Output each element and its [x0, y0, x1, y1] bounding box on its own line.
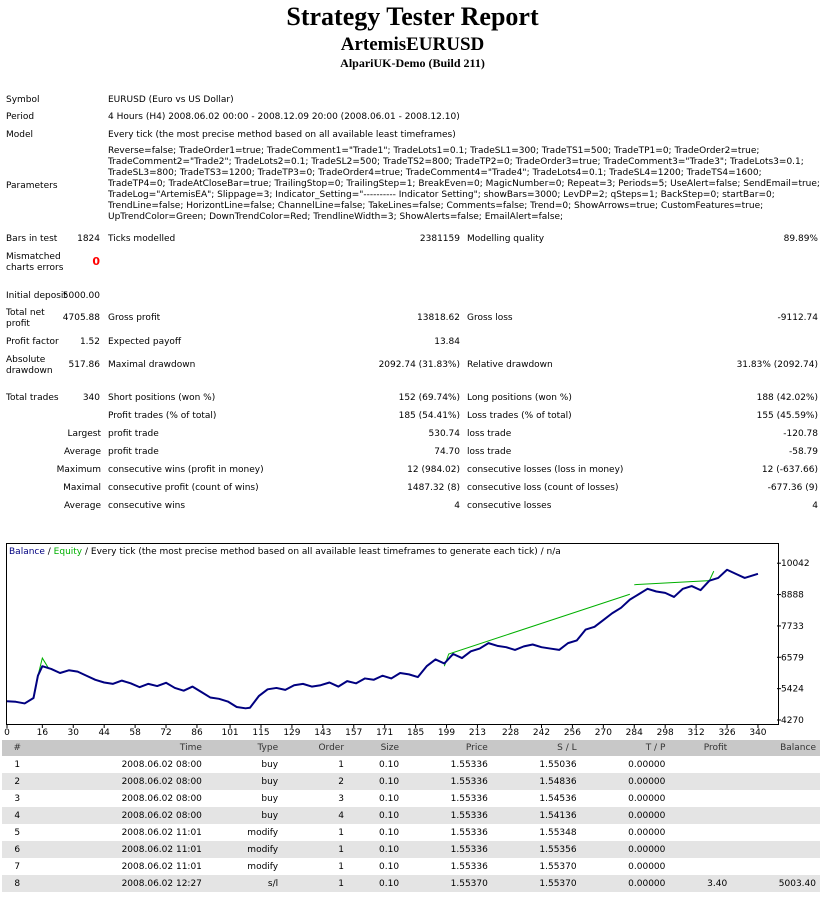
table-cell: buy [261, 793, 279, 804]
table-cell [731, 773, 820, 790]
short-value: 152 (69.74%) [398, 393, 460, 403]
mismatch-value: 0 [92, 255, 100, 268]
table-cell: 2008.06.02 11:01 [121, 827, 202, 838]
symbol-value: EURUSD (Euro vs US Dollar) [108, 95, 234, 105]
model-label: Model [6, 130, 34, 140]
table-cell: 1.54136 [492, 807, 581, 824]
table-cell: 1.55036 [539, 759, 577, 770]
avg-cw-value: 4 [454, 501, 460, 511]
net-label-2: profit [6, 319, 30, 329]
ticks-label: Ticks modelled [108, 234, 176, 244]
table-cell: 5003.40 [731, 875, 820, 892]
column-header: Time [33, 740, 206, 756]
x-tick-label: 115 [252, 728, 270, 738]
report-title: Strategy Tester Report [286, 2, 539, 31]
table-cell: 3 [14, 793, 21, 804]
table-cell: 2 [282, 773, 348, 790]
column-header: Type [206, 740, 282, 756]
average-label: Average [64, 447, 101, 457]
table-cell: 1.55348 [539, 827, 577, 838]
table-row [2, 824, 820, 841]
table-cell: 2 [2, 773, 33, 790]
x-tick-label: 312 [687, 728, 705, 738]
table-row [2, 773, 820, 790]
table-cell: 1.55336 [450, 861, 488, 872]
payoff-label: Expected payoff [108, 337, 182, 347]
table-cell: 0.00000 [628, 793, 666, 804]
period-value: 4 Hours (H4) 2008.06.02 00:00 - 2008.12.09 20:00 (2008.06.01 - 2008.12.10) [108, 112, 460, 122]
column-header: Profit [669, 740, 731, 756]
table-cell: 0.10 [348, 875, 403, 892]
quality-label: Modelling quality [467, 234, 545, 244]
table-row [2, 790, 820, 807]
column-header: T / P [581, 740, 670, 756]
table-cell: 0.10 [348, 841, 403, 858]
average2-label: Average [64, 501, 101, 511]
gross-profit-value: 13818.62 [417, 313, 460, 323]
x-tick-label: 213 [468, 728, 487, 738]
table-cell: 0.10 [379, 759, 400, 770]
table-cell: 2008.06.02 08:00 [33, 807, 206, 824]
x-tick-label: 143 [314, 728, 332, 738]
table-cell: 0.10 [379, 793, 400, 804]
y-tick-label: 7733 [781, 621, 804, 632]
table-cell: 0.00000 [628, 861, 666, 872]
table-cell: 0.00000 [581, 875, 670, 892]
x-tick-label: 298 [656, 728, 674, 738]
table-cell: 1.55370 [403, 875, 492, 892]
x-tick-label: 242 [532, 728, 551, 738]
table-row [2, 858, 820, 875]
symbol-label: Symbol [6, 95, 40, 105]
table-cell [731, 790, 820, 807]
rel-dd-value: 31.83% (2092.74) [736, 360, 818, 370]
net-value: 4705.88 [62, 313, 100, 323]
trades-label: Total trades [6, 393, 59, 403]
table-cell: 1 [338, 759, 345, 770]
table-cell: 1.55356 [492, 841, 581, 858]
table-cell: modify [247, 861, 279, 872]
parameters-label: Parameters [6, 181, 58, 191]
y-tick-label: 4270 [781, 716, 804, 726]
largest-pt-value: 530.74 [428, 429, 460, 439]
table-cell [669, 807, 731, 824]
period-label: Period [6, 112, 35, 122]
table-cell: 0.00000 [581, 807, 670, 824]
maximal-label: Maximal [63, 483, 101, 493]
table-cell: 0.00000 [628, 759, 666, 770]
table-cell [731, 807, 820, 824]
x-tick-label: 228 [501, 728, 520, 738]
y-tick-label: 6579 [781, 653, 804, 664]
table-cell: 1 [282, 841, 348, 858]
table-cell: 3.40 [669, 875, 731, 892]
table-cell: 6 [2, 841, 33, 858]
table-cell: 2008.06.02 08:00 [121, 793, 202, 804]
legend-balance: Balance [9, 547, 45, 557]
bars-label: Bars in test [6, 234, 58, 244]
table-cell: 1.55336 [450, 827, 488, 838]
gross-loss-label: Gross loss [467, 313, 513, 323]
table-cell [669, 824, 731, 841]
max-cw-value: 12 (984.02) [407, 465, 460, 475]
long-label: Long positions (won %) [467, 393, 572, 403]
x-tick-label: 326 [718, 728, 736, 738]
x-tick-label: 171 [376, 728, 394, 738]
abs-dd-label-1: Absolute [6, 355, 46, 365]
table-cell: buy [261, 759, 279, 770]
x-tick-label: 86 [191, 728, 203, 738]
x-tick-label: 30 [67, 728, 79, 738]
table-row [2, 841, 820, 858]
pf-label: Profit factor [6, 337, 59, 347]
x-tick-label: 0 [4, 728, 10, 738]
column-header: # [2, 740, 33, 756]
mismatch-label-2: charts errors [6, 263, 64, 273]
model-value: Every tick (the most precise method based on all available least timeframes) [108, 130, 456, 140]
deposit-value: 5000.00 [62, 291, 100, 301]
table-cell: 1.55336 [403, 841, 492, 858]
trades-value: 340 [82, 393, 100, 403]
max-cw-label: consecutive wins (profit in money) [108, 465, 264, 475]
table-row [2, 807, 820, 824]
table-cell: 0.10 [348, 807, 403, 824]
legend-equity: Equity [53, 547, 83, 557]
maximum-label: Maximum [56, 465, 101, 475]
ltrades-label: Loss trades (% of total) [467, 411, 572, 421]
x-tick-label: 101 [221, 728, 239, 738]
x-tick-label: 129 [283, 728, 301, 738]
table-cell: 1.54836 [492, 773, 581, 790]
max-dd-label: Maximal drawdown [108, 360, 196, 370]
average-pt-value: 74.70 [434, 447, 460, 457]
x-tick-label: 270 [594, 728, 612, 738]
long-value: 188 (42.02%) [756, 393, 818, 403]
table-cell: 3 [338, 793, 345, 804]
x-tick-label: 340 [749, 728, 767, 738]
table-header-row [2, 740, 820, 756]
average-pt-label: profit trade [108, 447, 159, 457]
table-cell: 2008.06.02 08:00 [33, 773, 206, 790]
largest-pt-label: profit trade [108, 429, 159, 439]
x-tick-label: 284 [625, 728, 643, 738]
chart-legend [9, 546, 561, 558]
table-cell: 1.55336 [403, 773, 492, 790]
table-cell: 7 [14, 861, 21, 872]
ltrades-value: 155 (45.59%) [756, 411, 818, 421]
avg-cw-label: consecutive wins [108, 501, 186, 511]
maximal-cl-value: -677.36 (9) [767, 483, 818, 493]
table-cell: 1.54536 [539, 793, 577, 804]
largest-lt-label: loss trade [467, 429, 512, 439]
table-cell: s/l [206, 875, 282, 892]
max-cl-value: 12 (-637.66) [761, 465, 818, 475]
bars-value: 1824 [77, 234, 100, 244]
table-cell: 2008.06.02 11:01 [33, 841, 206, 858]
table-cell: 4 [282, 807, 348, 824]
x-tick-label: 185 [407, 728, 425, 738]
table-cell: buy [206, 773, 282, 790]
net-label-1: Total net [6, 308, 45, 318]
abs-dd-label-2: drawdown [6, 366, 53, 376]
abs-dd-value: 517.86 [68, 360, 100, 370]
short-label: Short positions (won %) [108, 393, 216, 403]
column-header: Balance [731, 740, 820, 756]
x-tick-label: 256 [563, 728, 582, 738]
table-cell [669, 773, 731, 790]
table-cell: 1 [14, 759, 21, 770]
x-tick-label: 16 [36, 728, 49, 738]
x-tick-label: 72 [160, 728, 172, 738]
table-row [2, 875, 820, 892]
x-tick-label: 199 [437, 728, 456, 738]
avg-cl-value: 4 [812, 501, 818, 511]
table-cell [669, 841, 731, 858]
y-tick-label: 5424 [781, 684, 804, 695]
table-cell: modify [247, 827, 279, 838]
table-cell [731, 858, 820, 875]
maximal-cp-value: 1487.32 (8) [407, 483, 460, 493]
table-cell: buy [206, 807, 282, 824]
server-name: AlpariUK-Demo (Build 211) [340, 56, 485, 70]
column-header: S / L [492, 740, 581, 756]
pf-value: 1.52 [79, 337, 100, 347]
quality-value: 89.89% [783, 234, 818, 244]
table-cell [731, 824, 820, 841]
x-tick-label: 44 [98, 728, 110, 738]
average-lt-value: -58.79 [788, 447, 818, 457]
table-cell: 8 [2, 875, 33, 892]
y-tick-label: 10042 [781, 559, 810, 570]
max-dd-value: 2092.74 (31.83%) [378, 360, 460, 370]
trades-table [2, 740, 820, 892]
table-cell [669, 790, 731, 807]
maximal-cp-label: consecutive profit (count of wins) [108, 483, 259, 493]
rel-dd-label: Relative drawdown [467, 360, 553, 370]
table-cell: 0.00000 [581, 841, 670, 858]
table-cell: 0.10 [379, 861, 400, 872]
table-cell: 2008.06.02 12:27 [33, 875, 206, 892]
table-cell: 0.00000 [581, 773, 670, 790]
table-cell [669, 756, 731, 773]
table-cell: 0.10 [348, 773, 403, 790]
legend-rest: / Every tick (the most precise method based on all available least timeframes to generate each tick) / n/a [82, 547, 561, 557]
table-row [2, 756, 820, 773]
table-cell: 5 [14, 827, 21, 838]
table-cell: 4 [2, 807, 33, 824]
balance-chart-frame [6, 543, 779, 725]
ticks-value: 2381159 [419, 234, 460, 244]
largest-label: Largest [67, 429, 101, 439]
y-tick-label: 8888 [781, 590, 804, 601]
table-cell: 0.00000 [628, 827, 666, 838]
table-cell: 1.55370 [492, 875, 581, 892]
payoff-value: 13.84 [434, 337, 460, 347]
average-lt-label: loss trade [467, 447, 512, 457]
table-cell: 1.55336 [450, 793, 488, 804]
ptrades-label: Profit trades (% of total) [108, 411, 217, 421]
x-tick-label: 157 [345, 728, 363, 738]
mismatch-label-1: Mismatched [6, 252, 61, 262]
gross-profit-label: Gross profit [108, 313, 161, 323]
x-tick-label: 58 [129, 728, 141, 738]
gross-loss-value: -9112.74 [777, 313, 818, 323]
deposit-label: Initial deposit [6, 291, 67, 301]
parameters-value: Reverse=false; TradeOrder1=true; TradeComment1="Trade1"; TradeLots1=0.1; TradeSL1=300; TradeTS1=500; TradeTP1=0; TradeOrder2=true; TradeComment2="Trade2"; TradeLots2=0.1; TradeSL2=500; TradeTS2=800; TradeTP2=0; TradeOrder3=true; TradeComment3="Trade3"; TradeLots3=0.1; TradeSL3=800; TradeTS3=1200; TradeTP3=0; TradeOrder4=true; TradeComment4="Trade4"; TradeLots4=0.1; TradeSL4=1200; TradeTS4=1600; TradeTP4=0; TradeAtCloseBar=true; TrailingStop=0; TrailingStep=1; BreakEven=0; MagicNumber=0; Repeat=3; Periods=5; UseAlert=false; SendEmail=true; TradeLog="ArtemisEA"; Slippage=3; Indicator_Setting="---------- Indicator Setting"; showBars=3000; LevDP=2; qSteps=1; BackStep=0; startBar=0; TrendLine=false; HorizontLine=false; ChannelLine=false; TakeLines=false; Comments=false; Trend=0; ShowArrows=true; CustomFeatures=true; UpTrendColor=Green; DownTrendColor=Red; TrendlineWidth=3; ShowAlerts=false; EmailAlert=false; [108, 146, 820, 222]
table-cell: 2008.06.02 08:00 [121, 759, 202, 770]
largest-lt-value: -120.78 [783, 429, 818, 439]
expert-name: ArtemisEURUSD [340, 34, 485, 55]
column-header: Price [403, 740, 492, 756]
table-cell: 2008.06.02 11:01 [121, 861, 202, 872]
ptrades-value: 185 (54.41%) [398, 411, 460, 421]
table-cell [731, 841, 820, 858]
table-cell: 1 [338, 827, 345, 838]
table-cell [731, 756, 820, 773]
table-cell: 1 [338, 861, 345, 872]
table-cell: 1.55336 [450, 759, 488, 770]
table-cell: 1.55336 [403, 807, 492, 824]
table-cell: 1 [282, 875, 348, 892]
column-header: Order [282, 740, 348, 756]
column-header: Size [348, 740, 403, 756]
avg-cl-label: consecutive losses [467, 501, 552, 511]
legend-sep: / [44, 547, 54, 557]
table-cell [669, 858, 731, 875]
table-cell: 0.10 [379, 827, 400, 838]
max-cl-label: consecutive losses (loss in money) [467, 465, 624, 475]
table-cell: 1.55370 [539, 861, 577, 872]
table-cell: modify [206, 841, 282, 858]
maximal-cl-label: consecutive loss (count of losses) [467, 483, 619, 493]
